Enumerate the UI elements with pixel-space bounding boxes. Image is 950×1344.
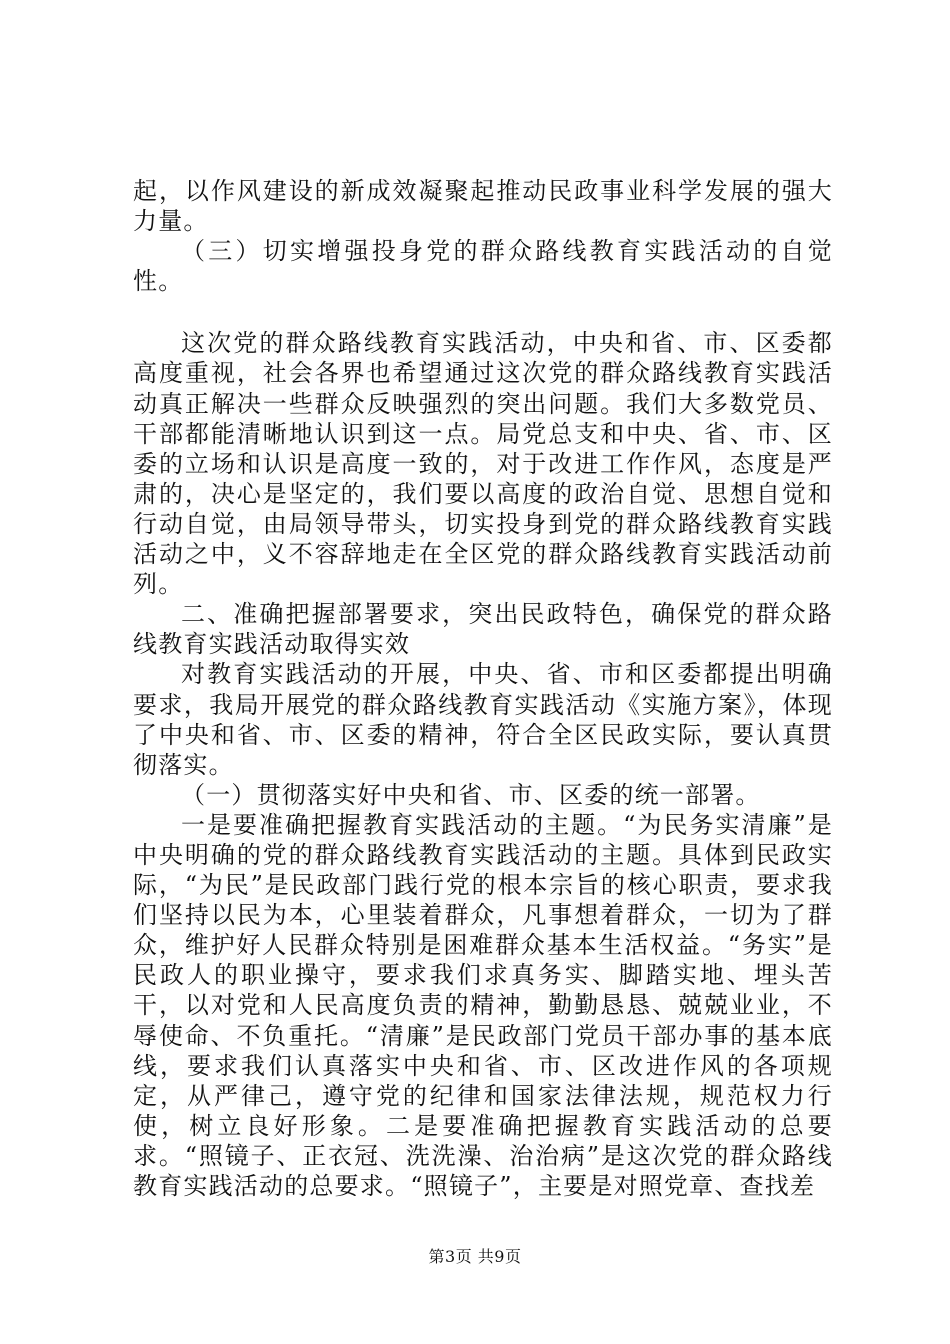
page-number-footer: 第3页 共9页: [428, 1247, 522, 1266]
paragraph-body: 一是要准确把握教育实践活动的主题。“为民务实清廉”是中央明确的党的群众路线教育实践活动的主题。具体到民政实际，“为民”是民政部门践行党的根本宗旨的核心职责，要求我们坚持以民为本，心里装着群众，凡事想着群众，一切为了群众，维护好人民群众特别是困难群众基本生活权益。“务实”是民政人的职业操守，要求我们求真务实、脚踏实地、埋头苦干，以对党和人民高度负责的精神，勤勤恳恳、兢兢业业，不辱使命、不负重托。“清廉”是民政部门党员干部办事的基本底线，要求我们认真落实中央和省、市、区改进作风的各项规定，从严律己，遵守党的纪律和国家法律法规，规范权力行使，树立良好形象。二是要准确把握教育实践活动的总要求。“照镜子、正衣冠、洗洗澡、治治病”是这次党的群众路线教育实践活动的总要求。“照镜子”，主要是对照党章、查找差: [133, 810, 833, 1200]
paragraph-body: 对教育实践活动的开展，中央、省、市和区委都提出明确要求，我局开展党的群众路线教育实践活动《实施方案》，体现了中央和省、市、区委的精神，符合全区民政实际，要认真贯彻落实。: [133, 660, 833, 779]
document-body: [133, 176, 833, 1201]
paragraph-subheading-1: （一）贯彻落实好中央和省、市、区委的统一部署。: [181, 780, 761, 809]
paragraph-body: 这次党的群众路线教育实践活动，中央和省、市、区委都高度重视，社会各界也希望通过这次党的群众路线教育实践活动真正解决一些群众反映强烈的突出问题。我们大多数党员、干部都能清晰地认识到这一点。局党总支和中央、省、市、区委的立场和认识是高度一致的，对于改进工作作风，态度是严肃的，决心是坚定的，我们要以高度的政治自觉、思想自觉和行动自觉，由局领导带头，切实投身到党的群众路线教育实践活动之中，义不容辞地走在全区党的群众路线教育实践活动前列。: [133, 329, 833, 599]
paragraph-subheading-3: （三）切实增强投身党的群众路线教育实践活动的自觉性。: [133, 237, 833, 296]
paragraph-continuation: 起，以作风建设的新成效凝聚起推动民政事业科学发展的强大力量。: [133, 177, 833, 236]
paragraph-section-heading-2: 二、准确把握部署要求，突出民政特色，确保党的群众路线教育实践活动取得实效: [133, 600, 833, 659]
